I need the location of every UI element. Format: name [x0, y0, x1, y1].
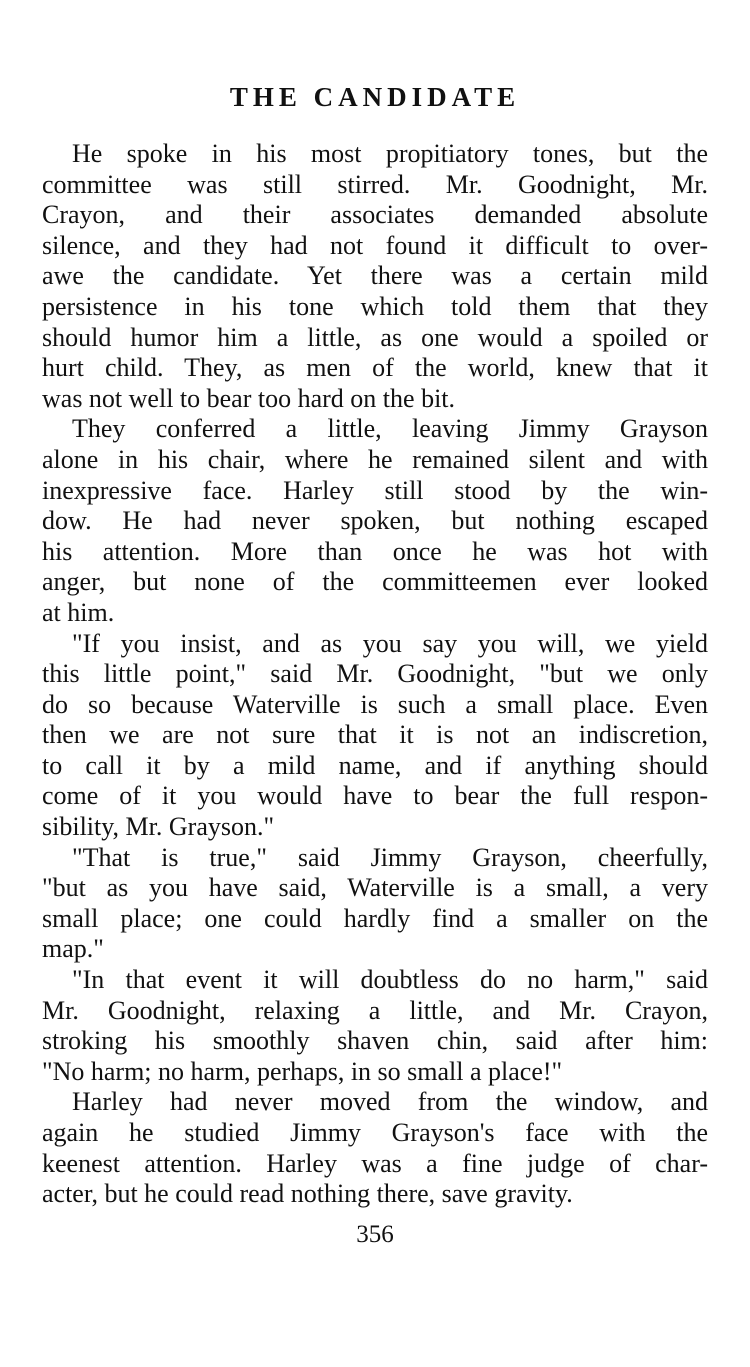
- text-line: hurt child. They, as men of the world, knew that it: [42, 353, 708, 383]
- text-line: to call it by a mild name, and if anything should: [42, 750, 708, 780]
- text-line: "but as you have said, Waterville is a small, a very: [42, 873, 708, 903]
- paragraph: [42, 629, 708, 843]
- paragraph: [42, 843, 708, 965]
- text-line: He spoke in his most propitiatory tones, but the: [72, 139, 708, 168]
- text-line: acter, but he could read nothing there, save gravity.: [42, 1179, 573, 1209]
- text-line: "If you insist, and as you say you will, we yield: [72, 628, 708, 658]
- text-line: inexpressive face. Harley still stood by the win-: [42, 475, 708, 505]
- text-line: this little point," said Mr. Goodnight, "but we only: [42, 659, 708, 689]
- text-line: again he studied Jimmy Grayson's face with the: [42, 1118, 708, 1147]
- text-line: then we are not sure that it is not an indiscretion,: [42, 720, 708, 750]
- text-line: "In that event it will doubtless do no harm," said: [72, 965, 708, 995]
- text-line: committee was still stirred. Mr. Goodnight, Mr.: [42, 169, 708, 199]
- text-line: anger, but none of the committeemen ever looked: [42, 567, 708, 597]
- text-line: sibility, Mr. Grayson.": [42, 812, 275, 842]
- text-line: keenest attention. Harley was a fine judge of char-: [42, 1148, 708, 1178]
- paragraph: [42, 414, 708, 628]
- text-line: map.": [42, 934, 104, 964]
- text-line: Crayon, and their associates demanded absolute: [42, 200, 708, 230]
- paragraph: [42, 965, 708, 1087]
- text-line: "That is true," said Jimmy Grayson, cheerfully,: [72, 842, 708, 872]
- text-line: silence, and they had not found it difficult to over-: [42, 230, 708, 260]
- text-line: do so because Waterville is such a small place. Even: [42, 689, 708, 719]
- text-line: stroking his smoothly shaven chin, said after him:: [42, 1026, 708, 1056]
- running-head: THE CANDIDATE: [229, 82, 521, 112]
- body-text: [42, 139, 708, 1210]
- paragraph: [42, 1087, 708, 1209]
- text-line: persistence in his tone which told them that they: [42, 291, 708, 321]
- text-line: was not well to bear too hard on the bit.: [42, 383, 456, 413]
- text-line: come of it you would have to bear the full respon-: [42, 781, 708, 811]
- text-line: should humor him a little, as one would a spoiled or: [42, 322, 708, 352]
- text-line: awe the candidate. Yet there was a certain mild: [42, 261, 708, 291]
- text-line: his attention. More than once he was hot with: [42, 536, 708, 566]
- text-line: dow. He had never spoken, but nothing escaped: [42, 506, 708, 536]
- text-line: alone in his chair, where he remained silent and with: [42, 444, 708, 474]
- text-line: Mr. Goodnight, relaxing a little, and Mr. Crayon,: [42, 995, 708, 1025]
- text-line: small place; one could hardly find a smaller on the: [42, 903, 708, 933]
- text-line: Harley had never moved from the window, and: [72, 1087, 708, 1117]
- text-line: "No harm; no harm, perhaps, in so small a place!": [42, 1056, 563, 1086]
- text-line: They conferred a little, leaving Jimmy Grayson: [72, 414, 708, 444]
- text-line: at him.: [42, 597, 115, 627]
- paragraph: [42, 139, 708, 414]
- page-number: 356: [356, 1221, 394, 1248]
